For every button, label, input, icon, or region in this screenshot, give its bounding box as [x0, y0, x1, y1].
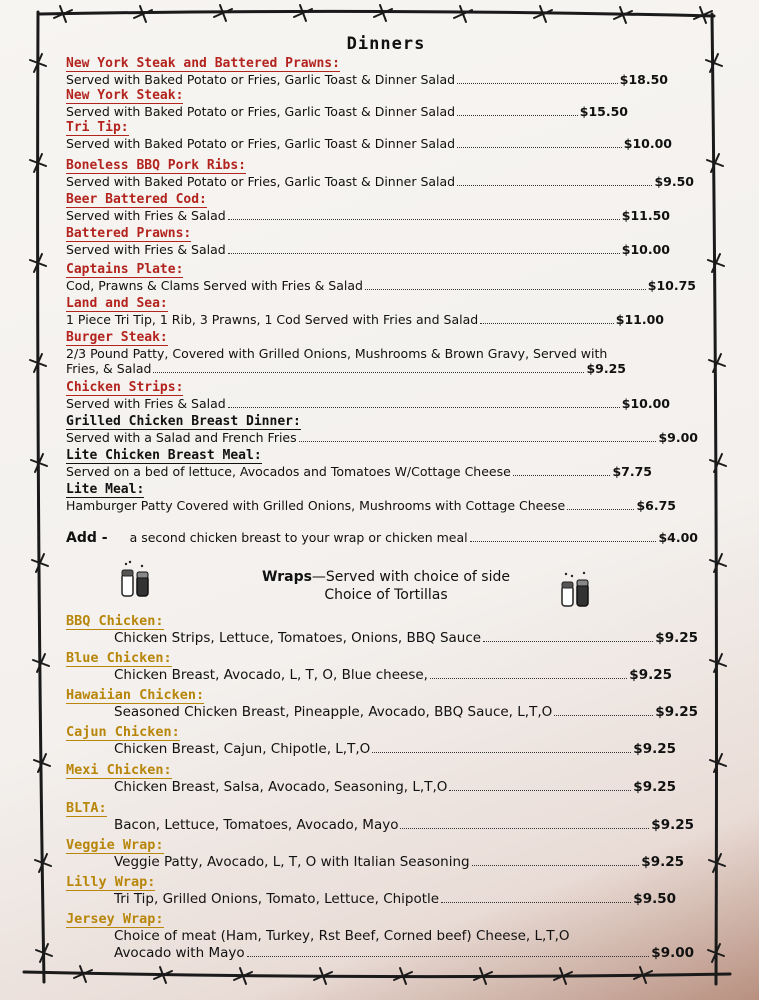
wrap-desc: Chicken Breast, Cajun, Chipotle, L,T,O: [114, 741, 371, 757]
dinner-item: [66, 84, 706, 119]
wrap-desc: Chicken Breast, Salsa, Avocado, Seasoning, L,T,O: [114, 779, 448, 795]
dinner-price: $9.50: [654, 174, 694, 189]
dinner-item: [66, 292, 706, 327]
salt-pepper-shaker-icon: [558, 570, 594, 610]
wrap-price: $9.00: [651, 945, 694, 961]
dinner-price: $10.00: [621, 396, 670, 411]
leader-dots: [299, 441, 657, 442]
add-label: Add -: [66, 530, 108, 546]
wrap-name: Blue Chicken:: [66, 650, 172, 666]
leader-dots: [472, 865, 640, 866]
add-on-row: [66, 530, 698, 546]
dinner-name: Burger Steak:: [66, 330, 168, 345]
wrap-price: $9.25: [655, 704, 698, 720]
dinner-name: Chicken Strips:: [66, 380, 184, 395]
dinner-name: Battered Prawns:: [66, 226, 192, 241]
leader-dots: [228, 253, 620, 254]
dinner-item: [66, 188, 706, 223]
dinner-desc: Served with Fries & Salad: [66, 396, 226, 411]
dinner-price: $11.00: [615, 312, 664, 327]
wraps-title: Wraps: [262, 569, 312, 585]
leader-dots: [430, 678, 627, 679]
wrap-price: $9.25: [655, 630, 698, 646]
wrap-desc: Bacon, Lettuce, Tomatoes, Avocado, Mayo: [114, 817, 399, 833]
dinner-item: [66, 258, 706, 293]
dinner-desc: Hamburger Patty Covered with Grilled Onions, Mushrooms with Cottage Cheese: [66, 498, 566, 513]
wrap-item: [66, 797, 694, 834]
leader-dots: [567, 509, 634, 510]
dinner-desc: Served with Baked Potato or Fries, Garlic Toast & Dinner Salad: [66, 174, 456, 189]
dinner-name: Boneless BBQ Pork Ribs:: [66, 158, 247, 173]
wraps-header: [216, 568, 556, 604]
wrap-item: [66, 647, 672, 684]
dinner-item: [66, 222, 706, 257]
dinner-price: $9.00: [658, 430, 698, 445]
dinner-desc-line1: 2/3 Pound Patty, Covered with Grilled Onions, Mushrooms & Brown Gravy, Served with: [66, 346, 608, 361]
dinner-name: New York Steak:: [66, 88, 184, 103]
dinner-desc: Cod, Prawns & Clams Served with Fries & Salad: [66, 278, 363, 293]
wrap-desc: Seasoned Chicken Breast, Pineapple, Avocado, BBQ Sauce, L,T,O: [114, 704, 553, 720]
wrap-name: BBQ Chicken:: [66, 613, 164, 629]
dinner-price: $7.75: [612, 464, 652, 479]
dinner-price: $18.50: [619, 72, 668, 87]
dinner-name: Land and Sea:: [66, 296, 168, 311]
leader-dots: [228, 219, 620, 220]
wrap-item: [66, 759, 676, 796]
dinner-desc: 1 Piece Tri Tip, 1 Rib, 3 Prawns, 1 Cod Served with Fries and Salad: [66, 312, 479, 327]
leader-dots: [513, 475, 611, 476]
wrap-price: $9.50: [633, 891, 676, 907]
page-title: Dinners: [346, 34, 426, 54]
leader-dots: [228, 407, 620, 408]
wrap-item: [66, 871, 676, 908]
wrap-price: $9.25: [633, 779, 676, 795]
dinner-item: [66, 52, 706, 87]
leader-dots: [247, 956, 650, 957]
dinner-name: Tri Tip:: [66, 120, 129, 135]
dinner-item: [66, 326, 706, 376]
leader-dots: [457, 147, 622, 148]
dinner-name: Lite Chicken Breast Meal:: [66, 448, 262, 463]
dinner-item: [66, 376, 706, 411]
wrap-item: [66, 834, 684, 871]
dinner-price: $9.25: [586, 361, 626, 376]
wrap-desc: Avocado with Mayo: [114, 945, 245, 961]
wrap-name: Hawaiian Chicken:: [66, 687, 205, 703]
dinner-price: $6.75: [636, 498, 676, 513]
wrap-name: Mexi Chicken:: [66, 762, 172, 778]
leader-dots: [457, 185, 652, 186]
wrap-price: $9.25: [629, 667, 672, 683]
leader-dots: [483, 641, 653, 642]
wrap-desc: Veggie Patty, Avocado, L, T, O with Italian Seasoning: [114, 854, 470, 870]
dinner-desc: Served with Baked Potato or Fries, Garlic Toast & Dinner Salad: [66, 104, 456, 119]
dinner-desc: Fries, & Salad: [66, 361, 152, 376]
wrap-item: [66, 610, 698, 647]
dinner-desc: Served with a Salad and French Fries: [66, 430, 297, 445]
wrap-name: Cajun Chicken:: [66, 724, 180, 740]
wrap-desc: Chicken Strips, Lettuce, Tomatoes, Onions, BBQ Sauce: [114, 630, 482, 646]
dinner-item: [66, 154, 706, 189]
dinner-price: $10.00: [623, 136, 672, 151]
wraps-subtitle: —Served with choice of side: [311, 569, 510, 585]
leader-dots: [400, 828, 649, 829]
wrap-item: [66, 721, 676, 758]
dinner-desc: Served with Baked Potato or Fries, Garlic Toast & Dinner Salad: [66, 72, 456, 87]
dinner-price: $10.75: [647, 278, 696, 293]
leader-dots: [480, 323, 614, 324]
wrap-name: Jersey Wrap:: [66, 911, 164, 927]
wrap-name: BLTA:: [66, 800, 107, 816]
wrap-desc-line1: Choice of meat (Ham, Turkey, Rst Beef, Corned beef) Cheese, L,T,O: [114, 928, 570, 944]
dinner-name: New York Steak and Battered Prawns:: [66, 56, 340, 71]
dinner-item: [66, 116, 706, 151]
wrap-price: $9.25: [641, 854, 684, 870]
wrap-desc: Tri Tip, Grilled Onions, Tomato, Lettuce, Chipotle: [114, 891, 440, 907]
dinner-price: $15.50: [579, 104, 628, 119]
add-price: $4.00: [658, 530, 698, 545]
wrap-price: $9.25: [633, 741, 676, 757]
dinner-desc: Served with Fries & Salad: [66, 242, 226, 257]
wrap-price: $9.25: [651, 817, 694, 833]
dinner-name: Grilled Chicken Breast Dinner:: [66, 414, 301, 429]
dinner-name: Captains Plate:: [66, 262, 184, 277]
dinner-item: [66, 478, 706, 513]
dinner-item: [66, 410, 706, 445]
dinner-desc: Served on a bed of lettuce, Avocados and Tomatoes W/Cottage Cheese: [66, 464, 511, 479]
dinner-desc: Served with Fries & Salad: [66, 208, 226, 223]
wrap-name: Lilly Wrap:: [66, 874, 156, 890]
leader-dots: [470, 541, 657, 542]
dinner-desc: Served with Baked Potato or Fries, Garlic Toast & Dinner Salad: [66, 136, 456, 151]
salt-pepper-shaker-icon: [118, 560, 154, 600]
leader-dots: [449, 790, 631, 791]
wrap-name: Veggie Wrap:: [66, 837, 164, 853]
dinner-name: Beer Battered Cod:: [66, 192, 207, 207]
wrap-item: [66, 684, 698, 721]
dinner-price: $10.00: [621, 242, 670, 257]
leader-dots: [372, 752, 631, 753]
wraps-tortillas-note: Choice of Tortillas: [324, 587, 448, 603]
leader-dots: [554, 715, 653, 716]
leader-dots: [153, 372, 584, 373]
add-desc: a second chicken breast to your wrap or chicken meal: [129, 530, 468, 545]
dinner-item: [66, 444, 706, 479]
leader-dots: [441, 902, 631, 903]
leader-dots: [365, 289, 646, 290]
dinner-price: $11.50: [621, 208, 670, 223]
dinner-name: Lite Meal:: [66, 482, 145, 497]
wrap-item: [66, 908, 694, 962]
wrap-desc: Chicken Breast, Avocado, L, T, O, Blue cheese,: [114, 667, 428, 683]
